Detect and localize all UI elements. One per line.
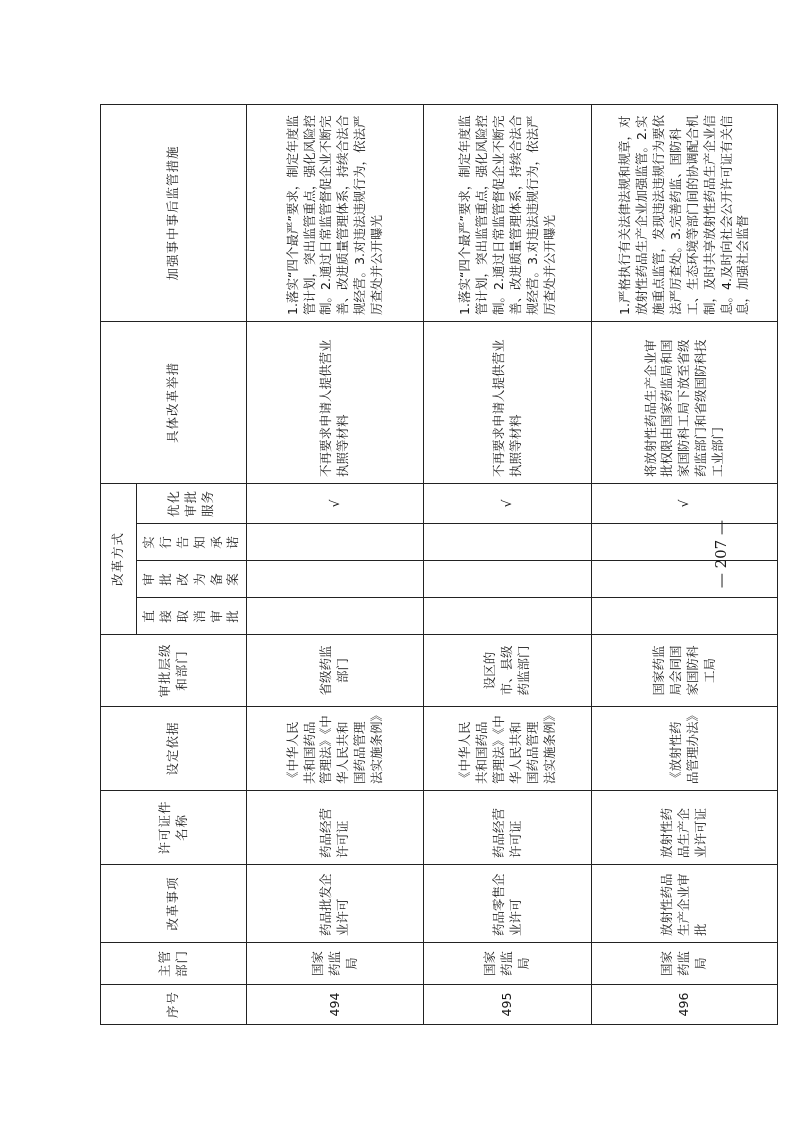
header-basis: 设定依据 <box>101 707 247 791</box>
row-license: 药品经营许可证 <box>247 791 424 865</box>
header-seq: 序号 <box>101 985 247 1025</box>
row-dept: 国家药监局 <box>424 943 592 985</box>
row-item: 药品零售企业许可 <box>424 865 592 943</box>
header-mode-notify: 实行告知承诺 <box>137 524 247 561</box>
row-mark-record <box>592 561 778 598</box>
row-mark-cancel <box>424 598 592 635</box>
header-mode-optimize: 优化审批服务 <box>137 483 247 523</box>
row-item: 放射性药品生产企业审批 <box>592 865 778 943</box>
row-supervision: 1.严格执行有关法律法规和规章，对放射性药品生产企业加强监管。2.实施重点监管，发现违法违规行为要依法严厉查处。3.完善药监、国防科工、生态环境等部门间的协调配合机制，及时共享放射性药品生产企业信息。4.及时向社会公开许可证有关信息，加强社会监督 <box>592 104 778 321</box>
row-seq: 496 <box>592 985 778 1025</box>
header-measures: 具体改革举措 <box>101 321 247 483</box>
row-mark-optimize: √ <box>592 483 778 523</box>
row-supervision: 1.落实“四个最严”要求，制定年度监管计划，突出监管重点，强化风险控制。2.通过日常监管督促企业不断完善、改进质量管理体系，持续合法合规经营。3.对违法违规行为，依法严厉查处并公开曝光 <box>247 104 424 321</box>
header-supervision: 加强事中事后监管措施 <box>101 104 247 321</box>
row-dept: 国家药监局 <box>592 943 778 985</box>
row-license: 放射性药品生产企业许可证 <box>592 791 778 865</box>
row-level: 设区的市、县级药监部门 <box>424 635 592 707</box>
header-row <box>101 104 137 1024</box>
row-mark-notify <box>247 524 424 561</box>
row-seq: 494 <box>247 985 424 1025</box>
row-basis: 《中华人民共和国药品管理法》《中华人民共和国药品管理法实施条例》 <box>247 707 424 791</box>
row-mark-record <box>247 561 424 598</box>
row-supervision: 1.落实“四个最严”要求，制定年度监管计划，突出监管重点，强化风险控制。2.通过日常监管督促企业不断完善、改进质量管理体系，持续合法合规经营。3.对违法违规行为，依法严厉查处并公开曝光 <box>424 104 592 321</box>
row-mark-record <box>424 561 592 598</box>
table-row <box>424 104 592 1024</box>
row-mark-cancel <box>592 598 778 635</box>
header-level: 审批层级和部门 <box>101 635 247 707</box>
reform-table <box>100 104 778 1025</box>
row-item: 药品批发企业许可 <box>247 865 424 943</box>
header-mode-record: 审批改为备案 <box>137 561 247 598</box>
table-row <box>592 104 778 1024</box>
row-seq: 495 <box>424 985 592 1025</box>
row-basis: 《中华人民共和国药品管理法》《中华人民共和国药品管理法实施条例》 <box>424 707 592 791</box>
row-level: 省级药监部门 <box>247 635 424 707</box>
row-mark-notify <box>424 524 592 561</box>
row-license: 药品经营许可证 <box>424 791 592 865</box>
header-mode: 改革方式 <box>101 483 137 634</box>
row-mark-cancel <box>247 598 424 635</box>
row-level: 国家药监局会同国家国防科工局 <box>592 635 778 707</box>
header-mode-cancel: 直接取消审批 <box>137 598 247 635</box>
row-measures: 将放射性药品生产企业审批权限由国家药监局和国家国防科工局下放至省级药监部门和省级国防科技工业部门 <box>592 321 778 483</box>
row-mark-optimize: √ <box>424 483 592 523</box>
row-basis: 《放射性药品管理办法》 <box>592 707 778 791</box>
header-item: 改革事项 <box>101 865 247 943</box>
row-measures: 不再要求申请人提供营业执照等材料 <box>247 321 424 483</box>
row-mark-optimize: √ <box>247 483 424 523</box>
row-mark-notify <box>592 524 778 561</box>
row-measures: 不再要求申请人提供营业执照等材料 <box>424 321 592 483</box>
header-license: 许可证件名称 <box>101 791 247 865</box>
table-row <box>247 104 424 1024</box>
page-number: — 207 — <box>712 520 730 589</box>
header-dept: 主管部门 <box>101 943 247 985</box>
row-dept: 国家药监局 <box>247 943 424 985</box>
